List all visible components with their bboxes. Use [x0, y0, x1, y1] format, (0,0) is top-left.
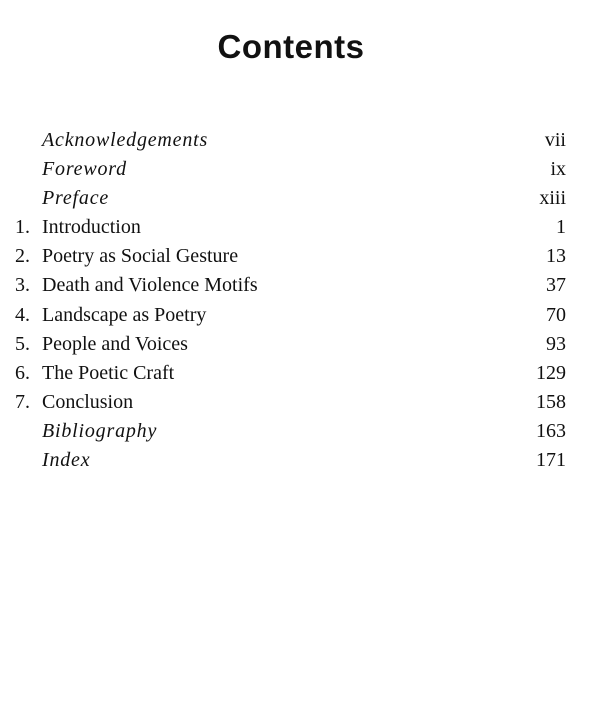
- entry-title: Introduction: [42, 216, 141, 239]
- entry-title: Landscape as Poetry: [42, 303, 207, 326]
- toc-entry: [0, 446, 600, 475]
- toc-entry: [0, 271, 600, 300]
- entry-title: People and Voices: [42, 332, 188, 355]
- toc-entry: [0, 155, 600, 184]
- toc-entry: [0, 301, 600, 330]
- page-number: 1: [556, 216, 566, 239]
- page-number: 158: [536, 390, 566, 413]
- page-number: 93: [546, 332, 566, 355]
- toc-entry: [0, 242, 600, 271]
- toc-entry: [0, 388, 600, 417]
- entry-title: Foreword: [42, 158, 127, 181]
- entry-title: Conclusion: [42, 390, 134, 413]
- table-of-contents: [0, 126, 600, 475]
- entry-title: Index: [42, 449, 91, 472]
- entry-title: The Poetic Craft: [42, 361, 175, 384]
- chapter-number: 7.: [15, 390, 30, 413]
- chapter-number: 4.: [15, 303, 30, 326]
- entry-title: Poetry as Social Gesture: [42, 245, 239, 268]
- toc-entry: [0, 126, 600, 155]
- page-number: 163: [536, 419, 566, 442]
- page-number: 37: [546, 274, 566, 297]
- page-number: xiii: [539, 187, 566, 210]
- chapter-number: 6.: [15, 361, 30, 384]
- page-title: Contents: [217, 28, 365, 65]
- toc-entry: [0, 213, 600, 242]
- page-number: ix: [550, 158, 566, 181]
- chapter-number: 3.: [15, 274, 30, 297]
- page-number: vii: [544, 129, 566, 151]
- entry-title: Preface: [42, 187, 110, 210]
- page-number: 70: [546, 303, 566, 326]
- entry-title: Death and Violence Motifs: [42, 274, 258, 297]
- page-number: 13: [546, 245, 566, 268]
- toc-entry: [0, 359, 600, 388]
- chapter-number: 5.: [15, 332, 30, 355]
- entry-title: Acknowledgements: [42, 129, 209, 151]
- chapter-number: 1.: [15, 216, 30, 239]
- toc-entry: [0, 184, 600, 213]
- page-number: 129: [536, 361, 566, 384]
- toc-entry: [0, 417, 600, 446]
- page-number: 171: [536, 449, 566, 472]
- toc-entry: [0, 330, 600, 359]
- chapter-number: 2.: [15, 245, 30, 268]
- entry-title: Bibliography: [42, 419, 158, 442]
